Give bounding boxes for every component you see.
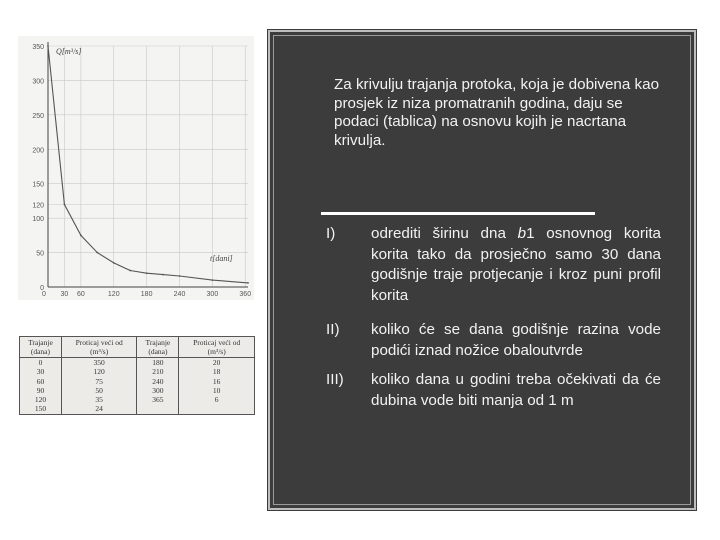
slide-inner-border (273, 35, 691, 505)
intro-text: Za krivulju trajanja protoka, koja je dobivena kao prosjek iz niza promatranih godina, daju se podaci (tablica) na osnovu kojih je nacrtana krivulja. (334, 76, 660, 149)
chart-grid (48, 46, 248, 287)
table-cell: 90 (20, 386, 62, 395)
table-cell: 120 (20, 395, 62, 404)
table-cell: 50 (61, 386, 137, 395)
task-text: odrediti širinu dna b1 osnovnog korita korita tako da prosječno samo 30 dana godišnje traje protjecanje i kroz puni profil korita (371, 225, 661, 304)
x-tick-labels (42, 291, 251, 298)
y-axis-label: Q[m³/s] (56, 47, 82, 56)
table-cell: 150 (20, 404, 62, 414)
table-cell: 120 (61, 367, 137, 376)
table-row (20, 386, 255, 395)
curve-point (162, 274, 164, 276)
curve-point (179, 275, 181, 277)
y-tick-label: 350 (32, 44, 44, 51)
x-axis-label: t[dani] (210, 254, 233, 263)
table-cell (179, 404, 255, 414)
table-row (20, 404, 255, 414)
table-cell: 240 (137, 377, 179, 386)
curve-point (247, 282, 249, 284)
divider-line (321, 212, 595, 215)
table-header-cell: Trajanje (dana) (20, 337, 62, 358)
x-tick-label: 180 (140, 291, 153, 298)
table-header-cell: Trajanje (dana) (137, 337, 179, 358)
curve-point (47, 45, 49, 47)
table-row (20, 367, 255, 376)
curve-point (96, 252, 98, 254)
x-tick-label: 0 (42, 291, 46, 298)
flow-duration-table (19, 336, 255, 415)
curve-point (64, 203, 66, 205)
table-cell: 60 (20, 377, 62, 386)
table-body (20, 358, 255, 415)
table-cell: 300 (137, 386, 179, 395)
task-number: I) (326, 225, 336, 242)
curve-point (113, 262, 115, 264)
table-header-row (20, 337, 255, 358)
curve-point (80, 234, 82, 236)
table-cell: 6 (179, 395, 255, 404)
table-cell: 75 (61, 377, 137, 386)
task-text: koliko će se dana godišnje razina vode podići iznad nožice obaloutvrde (371, 321, 661, 359)
table-header-cell: Proticaj veći od (m³/s) (179, 337, 255, 358)
y-tick-label: 120 (32, 202, 44, 210)
curve-point (211, 279, 213, 281)
x-tick-label: 120 (107, 291, 120, 298)
y-tick-label: 50 (36, 250, 44, 258)
x-tick-label: 300 (206, 291, 219, 298)
table-row (20, 377, 255, 386)
table-cell: 35 (61, 395, 137, 404)
flow-duration-chart (18, 36, 254, 300)
x-tick-label: 30 (60, 291, 69, 298)
x-tick-label: 240 (173, 291, 186, 298)
table-cell: 365 (137, 395, 179, 404)
curve-point (129, 270, 131, 272)
table-cell: 0 (20, 358, 62, 368)
table-cell: 350 (61, 358, 137, 368)
table-cell: 10 (179, 386, 255, 395)
y-tick-label: 250 (32, 112, 44, 120)
curve-point (146, 272, 148, 274)
y-tick-label: 200 (32, 147, 44, 155)
chart-axes (48, 42, 248, 287)
table-cell: 24 (61, 404, 137, 414)
table-cell: 18 (179, 367, 255, 376)
y-tick-label: 0 (40, 285, 44, 292)
table-cell: 30 (20, 367, 62, 376)
table-cell (137, 404, 179, 414)
table-header-cell: Proticaj veći od (m³/s) (61, 337, 137, 358)
table-cell: 180 (137, 358, 179, 368)
task-number: III) (326, 371, 344, 388)
slide-panel (268, 30, 696, 510)
y-tick-label: 300 (32, 78, 44, 86)
table-row (20, 395, 255, 404)
y-tick-label: 100 (32, 216, 44, 224)
x-tick-label: 360 (239, 291, 252, 298)
x-tick-label: 60 (76, 291, 85, 298)
table-cell: 20 (179, 358, 255, 368)
task-number: II) (326, 321, 340, 338)
table-cell: 16 (179, 377, 255, 386)
table-cell: 210 (137, 367, 179, 376)
y-tick-labels (32, 44, 44, 292)
duration-curve (48, 46, 248, 283)
task-text: koliko dana u godini treba očekivati da će dubina vode biti manja od 1 m (371, 371, 661, 409)
y-tick-label: 150 (32, 181, 44, 189)
table-row (20, 358, 255, 368)
